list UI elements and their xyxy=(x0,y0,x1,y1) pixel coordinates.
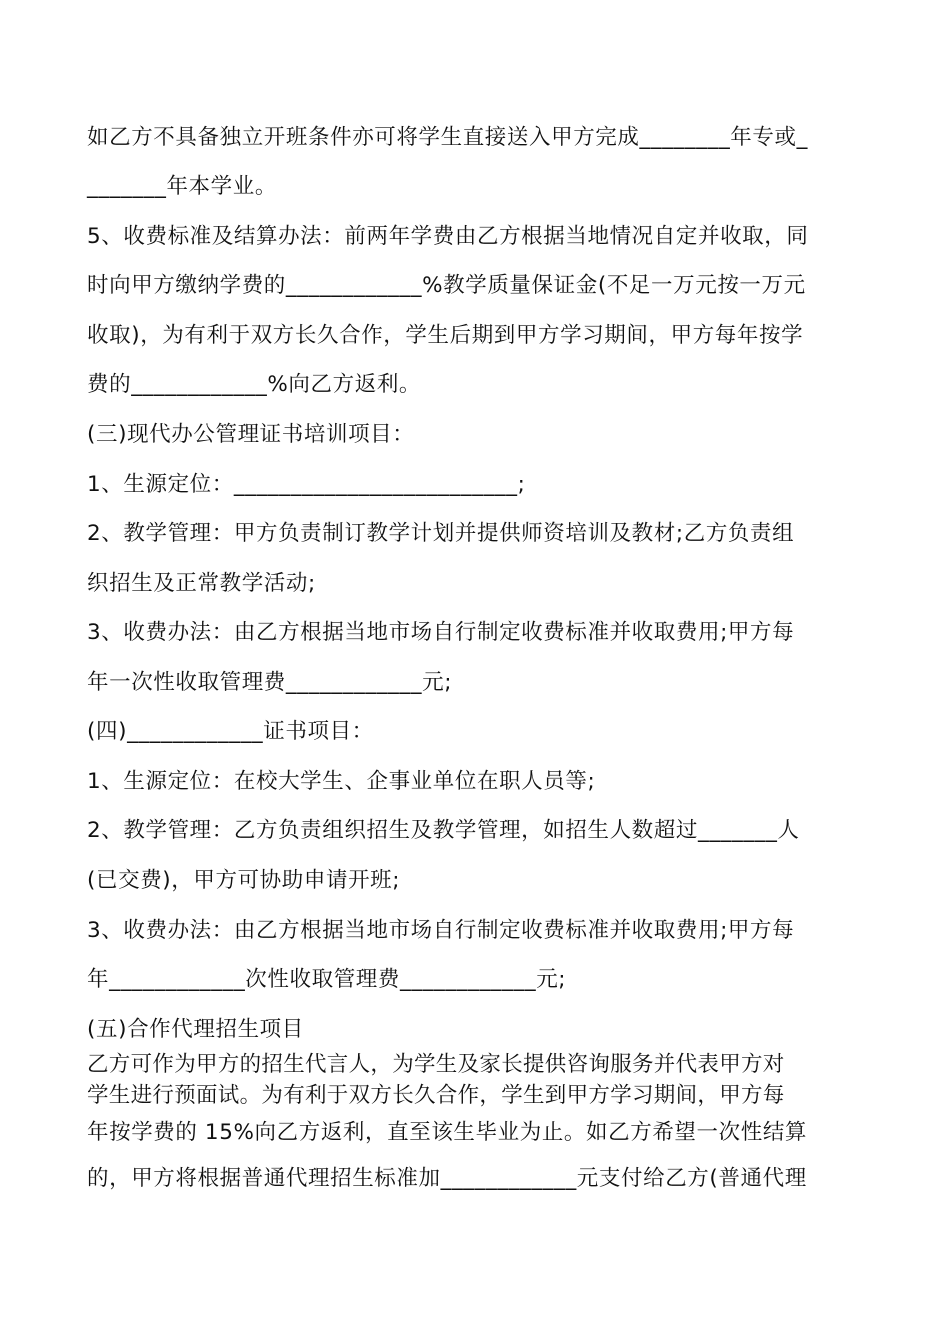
text-line: 如乙方不具备独立开班条件亦可将学生直接送入甲方完成________年专或_ xyxy=(87,125,808,150)
text-line: 年____________次性收取管理费____________元; xyxy=(87,967,567,992)
text-line: 时向甲方缴纳学费的____________%教学质量保证金(不足一万元按一万元 xyxy=(87,273,806,298)
text-line: 织招生及正常教学活动; xyxy=(87,571,316,596)
text-line: 的，甲方将根据普通代理招生标准加____________元支付给乙方(普通代理 xyxy=(87,1166,807,1191)
text-line: 收取)，为有利于双方长久合作，学生后期到甲方学习期间，甲方每年按学 xyxy=(87,323,804,348)
text-line: 学生进行预面试。为有利于双方长久合作，学生到甲方学习期间，甲方每 xyxy=(87,1083,785,1108)
text-line: 1、生源定位：_________________________; xyxy=(87,472,526,497)
section-heading: (五)合作代理招生项目 xyxy=(87,1017,304,1042)
text-line: 年按学费的 15%向乙方返利，直至该生毕业为止。如乙方希望一次性结算 xyxy=(87,1120,808,1145)
text-line: 5、收费标准及结算办法：前两年学费由乙方根据当地情况自定并收取，同 xyxy=(87,224,809,249)
text-line: 2、教学管理：甲方负责制订教学计划并提供师资培训及教材;乙方负责组 xyxy=(87,521,795,546)
text-line: 乙方可作为甲方的招生代言人，为学生及家长提供咨询服务并代表甲方对 xyxy=(87,1052,785,1077)
text-line: 1、生源定位：在校大学生、企事业单位在职人员等; xyxy=(87,769,596,794)
section-heading: (三)现代办公管理证书培训项目： xyxy=(87,422,415,447)
text-line: 3、收费办法：由乙方根据当地市场自行制定收费标准并收取费用;甲方每 xyxy=(87,918,795,943)
text-line: (已交费)，甲方可协助申请开班; xyxy=(87,868,401,893)
text-line: 费的____________%向乙方返利。 xyxy=(87,372,422,397)
text-line: 年一次性收取管理费____________元; xyxy=(87,670,453,695)
section-heading: (四)____________证书项目： xyxy=(87,719,374,744)
text-line: _______年本学业。 xyxy=(87,174,277,199)
text-line: 2、教学管理：乙方负责组织招生及教学管理，如招生人数超过_______人 xyxy=(87,818,800,843)
text-line: 3、收费办法：由乙方根据当地市场自行制定收费标准并收取费用;甲方每 xyxy=(87,620,795,645)
